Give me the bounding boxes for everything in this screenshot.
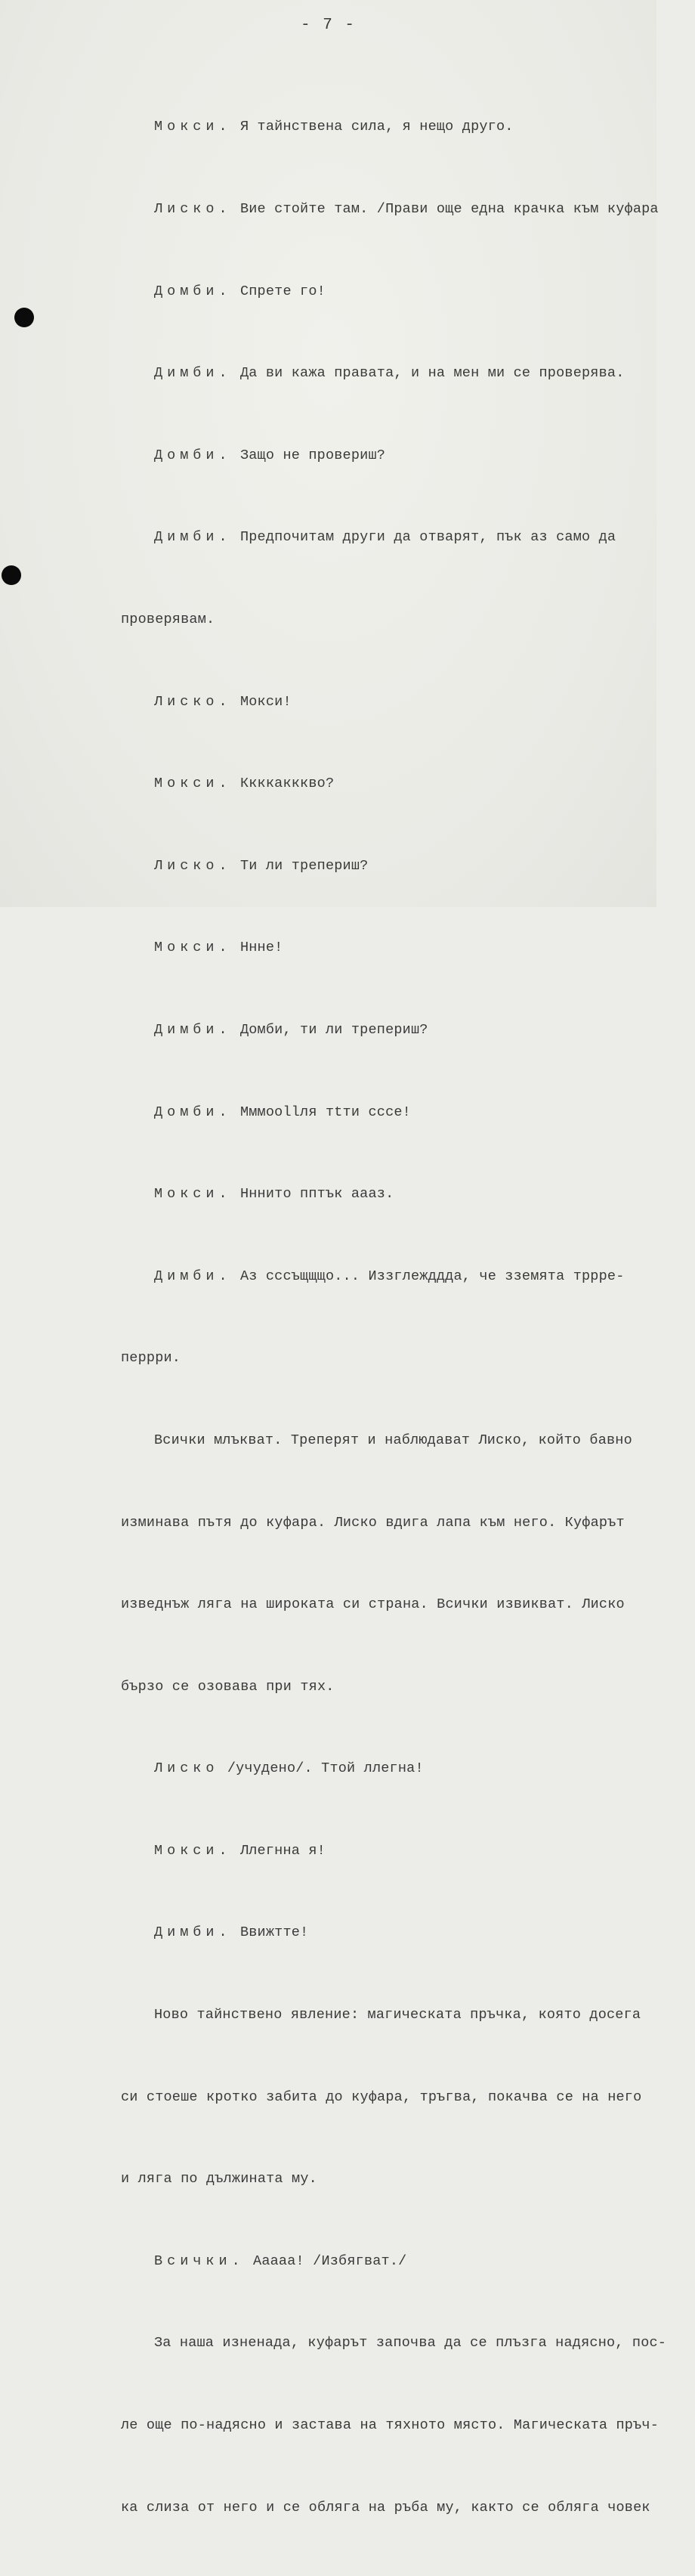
speaker-name: Димби. bbox=[154, 365, 232, 382]
line-text: Мммоollля тtти ссcе! bbox=[239, 1104, 411, 1120]
line-text: проверявам. bbox=[121, 611, 215, 627]
speaker-name: Лиско bbox=[154, 1760, 219, 1777]
line-text: Вие стойте там. /Прави още една крачка към куфара bbox=[239, 201, 659, 217]
line-text: Ново тайнствено явление: магическата пръчка, която досега bbox=[154, 2007, 641, 2023]
text-line bbox=[121, 853, 695, 880]
line-text: Нннито пптък aaaз. bbox=[239, 1186, 394, 1203]
typewritten-text bbox=[121, 59, 695, 2576]
speaker-name: Лиско. bbox=[154, 201, 232, 217]
speaker-name: Димби. bbox=[154, 1268, 232, 1284]
speaker-name: Мокси. bbox=[154, 119, 232, 135]
line-text: перрри. bbox=[121, 1350, 181, 1367]
speaker-name: Всички. bbox=[154, 2252, 245, 2269]
text-line bbox=[121, 1838, 695, 1865]
line-text: Ккккакккво? bbox=[239, 776, 335, 792]
text-line bbox=[121, 1263, 695, 1290]
speaker-name: Лиско. bbox=[154, 857, 232, 874]
line-text: Ввижтте! bbox=[239, 1924, 309, 1941]
text-line bbox=[121, 2494, 695, 2522]
text-line bbox=[121, 2330, 695, 2357]
line-text: Ааааа! /Избягват./ bbox=[253, 2252, 407, 2269]
line-text: ле още по-надясно и застава на тяхното място. Магическата пръч- bbox=[121, 2417, 659, 2434]
line-text: изведнъж ляга на широката си страна. Всички извикват. Лиско bbox=[121, 1596, 625, 1613]
punch-hole bbox=[2, 565, 21, 585]
text-line bbox=[121, 524, 695, 551]
line-text: Аз сссъщщщо... Иззглежддда, че ззeмята тррре- bbox=[239, 1268, 625, 1284]
speaker-name: Домби. bbox=[154, 1104, 232, 1120]
speaker-name: Домби. bbox=[154, 447, 232, 463]
text-line bbox=[121, 1345, 695, 1372]
speaker-name: Димби. bbox=[154, 529, 232, 546]
punch-hole bbox=[14, 308, 34, 327]
line-text: /учудено/. Ттой ллегна! bbox=[227, 1760, 424, 1777]
text-line bbox=[121, 934, 695, 961]
text-line bbox=[121, 2248, 695, 2275]
line-text: Да ви кажа правата, и на мен ми се проверява. bbox=[239, 365, 625, 382]
line-text: и ляга по дължината му. bbox=[121, 2171, 317, 2187]
text-line bbox=[121, 2166, 695, 2193]
text-line bbox=[121, 1427, 695, 1454]
speaker-name: Домби. bbox=[154, 283, 232, 299]
text-line bbox=[121, 770, 695, 797]
line-text: Домби, ти ли трепериш? bbox=[239, 1021, 428, 1038]
line-text: Мокси! bbox=[239, 693, 292, 710]
text-line bbox=[121, 442, 695, 469]
text-line bbox=[121, 1181, 695, 1208]
line-text: Ллегнна я! bbox=[239, 1842, 326, 1859]
text-line bbox=[121, 1509, 695, 1537]
text-line bbox=[121, 1591, 695, 1618]
line-text: Ти ли трепериш? bbox=[239, 857, 369, 874]
speaker-name: Димби. bbox=[154, 1924, 232, 1941]
line-text: Ннне! bbox=[239, 940, 283, 956]
line-text: За наша изненада, куфарът започва да се плъзга надясно, пос- bbox=[154, 2335, 667, 2352]
text-line bbox=[121, 2002, 695, 2029]
line-text: изминава пътя до куфара. Лиско вдига лапа към него. Куфарът bbox=[121, 1514, 625, 1531]
text-line bbox=[121, 196, 695, 223]
line-text: Спрете го! bbox=[239, 283, 326, 299]
text-line bbox=[121, 278, 695, 305]
text-line bbox=[121, 606, 695, 633]
speaker-name: Мокси. bbox=[154, 1186, 232, 1203]
page-number: - 7 - bbox=[300, 17, 356, 34]
speaker-name: Мокси. bbox=[154, 940, 232, 956]
line-text: бързо се озовава при тях. bbox=[121, 1678, 335, 1695]
line-text: Всички млъкват. Треперят и наблюдават Лиско, който бавно bbox=[154, 1432, 632, 1448]
text-line bbox=[121, 1673, 695, 1701]
text-line bbox=[121, 1099, 695, 1126]
line-text: ка слиза от него и се обляга на ръба му, както се обляга човек bbox=[121, 2499, 650, 2516]
text-line bbox=[121, 2412, 695, 2439]
line-text: Я тайнствена сила, я нещо друго. bbox=[239, 119, 514, 135]
text-line bbox=[121, 2084, 695, 2111]
speaker-name: Лиско. bbox=[154, 693, 232, 710]
line-text: Предпочитам други да отварят, пък аз само да bbox=[239, 529, 616, 546]
line-text: Защо не провериш? bbox=[239, 447, 386, 463]
speaker-name: Мокси. bbox=[154, 1842, 232, 1859]
line-text: си стоеше кротко забита до куфара, тръгва, покачва се на него bbox=[121, 2088, 642, 2105]
text-line bbox=[121, 1017, 695, 1044]
text-line bbox=[121, 689, 695, 716]
speaker-name: Мокси. bbox=[154, 776, 232, 792]
speaker-name: Димби. bbox=[154, 1021, 232, 1038]
text-line bbox=[121, 113, 695, 141]
text-line bbox=[121, 360, 695, 387]
text-line bbox=[121, 1755, 695, 1782]
text-line bbox=[121, 1919, 695, 1946]
